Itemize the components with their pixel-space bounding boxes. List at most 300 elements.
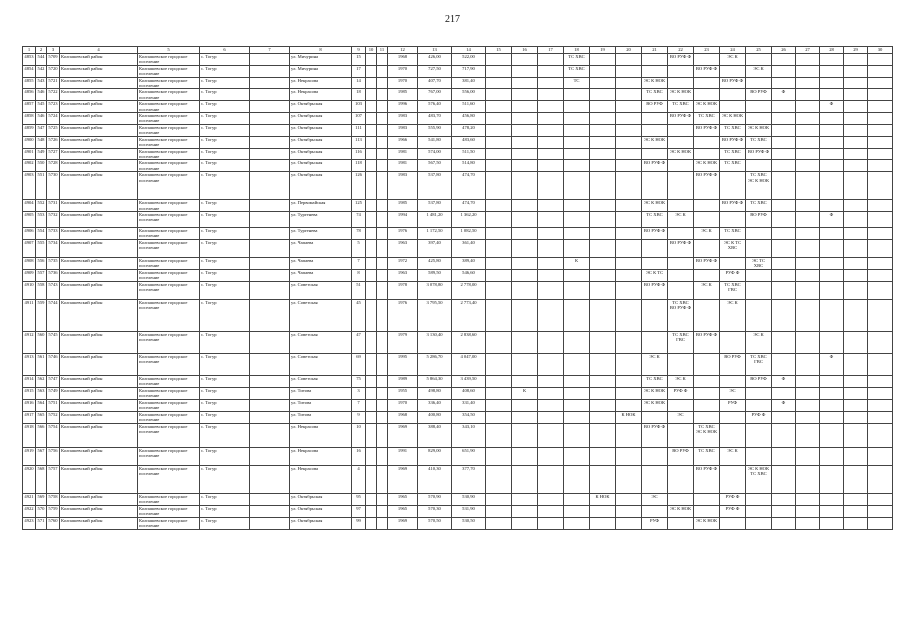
table-cell [616,172,642,200]
table-cell: Колпашевское городское поселение [138,257,200,269]
column-number: 23 [694,47,720,54]
table-row [23,101,893,113]
table-cell [512,375,538,387]
table-cell [486,148,512,160]
table-row [23,239,893,257]
table-cell [512,160,538,172]
table-cell [694,77,720,89]
table-cell [772,423,796,447]
table-cell: Ф [820,101,844,113]
table-cell: 567 [36,447,47,465]
table-cell: 1976 [388,227,418,239]
column-number: 14 [452,47,486,54]
table-cell: Колпашевское городское поселение [138,65,200,77]
table-cell [844,447,868,465]
table-cell [538,447,564,465]
column-number: 25 [746,47,772,54]
table-cell [590,281,616,299]
table-cell: 550 [36,160,47,172]
table-cell: 426,00 [418,54,452,66]
column-number: 20 [616,47,642,54]
table-cell [377,505,388,517]
table-cell [642,124,668,136]
table-cell [512,113,538,125]
table-cell [868,465,893,493]
table-cell [772,493,796,505]
table-cell [377,411,388,423]
table-row [23,423,893,447]
table-cell: с. Тогур [200,136,250,148]
table-cell [844,465,868,493]
table-cell: 1989 [388,375,418,387]
table-cell [868,211,893,227]
table-cell: 407,70 [418,77,452,89]
table-cell [772,505,796,517]
table-cell [616,77,642,89]
table-cell [564,423,590,447]
table-cell [538,65,564,77]
table-row [23,172,893,200]
column-number: 15 [486,47,512,54]
table-cell [564,447,590,465]
table-cell [377,331,388,353]
table-cell: 18 [352,89,366,101]
table-cell: ЭС [668,411,694,423]
table-cell [512,331,538,353]
table-cell [796,124,820,136]
table-cell [616,136,642,148]
table-cell [250,200,290,212]
table-cell [844,387,868,399]
table-cell [538,299,564,331]
table-cell: 5743 [47,281,60,299]
table-cell: с. Тогур [200,269,250,281]
table-cell: ул. Октябрьская [290,493,352,505]
table-cell: 1983 [388,172,418,200]
table-cell [512,411,538,423]
table-cell [366,113,377,125]
table-cell [366,239,377,257]
table-cell: ЭС К [642,353,668,375]
table-cell [668,257,694,269]
table-cell [486,227,512,239]
table-cell: Ф [772,375,796,387]
table-cell: ВО РУФ Ф [642,227,668,239]
table-cell: Колпашевский район [60,411,138,423]
table-cell: Колпашевское городское поселение [138,269,200,281]
table-cell [694,399,720,411]
table-cell: 3 130,40 [418,331,452,353]
table-cell: 4908 [23,257,36,269]
table-cell: ВО РУФ [746,375,772,387]
table-cell [366,465,377,493]
table-cell: ЭС ТС ХВС [746,257,772,269]
table-cell: 1969 [388,423,418,447]
table-cell [538,269,564,281]
table-cell: Колпашевское городское поселение [138,281,200,299]
table-cell: 561 [36,353,47,375]
table-cell [538,172,564,200]
table-cell: 1972 [388,257,418,269]
table-cell: 4912 [23,331,36,353]
table-cell [642,447,668,465]
table-cell [820,411,844,423]
table-cell: 570,30 [418,505,452,517]
table-cell: 4900 [23,136,36,148]
table-cell [642,331,668,353]
table-cell [564,89,590,101]
table-cell: ЭС К [668,375,694,387]
table-cell [538,211,564,227]
table-cell [796,136,820,148]
table-cell [538,160,564,172]
table-cell: ЭС К [746,331,772,353]
table-cell [820,227,844,239]
table-cell [377,148,388,160]
table-cell [486,493,512,505]
table-row [23,124,893,136]
table-cell [694,200,720,212]
table-cell [512,211,538,227]
table-cell [486,331,512,353]
table-cell [538,423,564,447]
table-cell: 336,40 [418,399,452,411]
table-cell [642,257,668,269]
table-cell: 544 [36,54,47,66]
table-cell [486,239,512,257]
table-cell: с. Тогур [200,399,250,411]
table-cell [538,257,564,269]
table-cell [564,493,590,505]
table-cell: 543 [36,77,47,89]
table-cell: 69 [352,353,366,375]
table-cell: РУФ [720,399,746,411]
table-cell [796,353,820,375]
table-cell [486,65,512,77]
table-cell: 10 [352,423,366,447]
table-cell: 564 [36,399,47,411]
table-cell [512,517,538,529]
table-cell: 555 [36,239,47,257]
table-cell [772,331,796,353]
table-cell: ТС ХВС [720,148,746,160]
housing-register-table [22,46,893,530]
table-cell [366,257,377,269]
table-cell: 5747 [47,375,60,387]
table-cell: Колпашевское городское поселение [138,172,200,200]
table-cell: ТС ХВС ГВС [668,331,694,353]
table-cell [844,375,868,387]
table-cell: 565 [36,411,47,423]
table-cell: 4858 [23,113,36,125]
table-row [23,447,893,465]
table-cell [668,517,694,529]
table-cell [590,113,616,125]
table-cell [250,136,290,148]
table-cell: ул. Октябрьская [290,124,352,136]
column-number: 28 [820,47,844,54]
table-cell [820,331,844,353]
table-cell: 5 286,70 [418,353,452,375]
table-cell: 589,50 [418,269,452,281]
table-cell: с. Тогур [200,172,250,200]
table-cell [250,65,290,77]
table-cell [512,399,538,411]
table-cell [746,54,772,66]
column-number: 6 [200,47,250,54]
table-cell: 563 [36,387,47,399]
table-cell: 5759 [47,505,60,517]
table-cell: 78 [352,227,366,239]
table-cell: Колпашевский район [60,239,138,257]
table-cell: ул. Первомайская [290,200,352,212]
table-cell [772,257,796,269]
table-cell [590,77,616,89]
table-cell: 4 [352,465,366,493]
table-cell [668,160,694,172]
table-cell: 3 795,50 [418,299,452,331]
table-cell: 103 [352,101,366,113]
table-cell: ЭС К НОК [642,387,668,399]
table-cell [377,172,388,200]
table-cell [668,200,694,212]
column-number: 8 [290,47,352,54]
table-cell [564,517,590,529]
table-cell [486,54,512,66]
table-cell [377,493,388,505]
table-cell: ТС ХВС [720,227,746,239]
table-cell [377,54,388,66]
table-cell: РУФ Ф [746,411,772,423]
table-cell: Колпашевский район [60,299,138,331]
table-cell [616,200,642,212]
table-cell [377,65,388,77]
table-cell: 381,40 [452,77,486,89]
table-cell: 2 838,60 [452,331,486,353]
table-cell [564,299,590,331]
table-cell [820,299,844,331]
table-cell [590,353,616,375]
table-cell [512,281,538,299]
table-cell: с. Тогур [200,160,250,172]
table-cell: РУФ [642,517,668,529]
table-cell [820,65,844,77]
table-cell: ТС ХВС ЭС К НОК [746,172,772,200]
table-cell: с. Тогур [200,54,250,66]
table-cell [366,411,377,423]
table-cell: 556,00 [452,89,486,101]
table-cell [796,411,820,423]
table-cell: 570,50 [418,517,452,529]
table-cell: 546,60 [452,269,486,281]
table-cell: с. Тогур [200,375,250,387]
table-cell: Ф [772,399,796,411]
table-cell [564,281,590,299]
table-cell [250,124,290,136]
table-cell [564,331,590,353]
table-cell: 576,40 [418,101,452,113]
table-row [23,113,893,125]
table-cell: 555,90 [418,124,452,136]
table-cell: Колпашевское городское поселение [138,493,200,505]
table-cell: Колпашевское городское поселение [138,160,200,172]
table-cell: ЭС К НОК [668,505,694,517]
table-cell: ВО РУФ Ф [642,423,668,447]
table-cell: ТС ХВС [564,54,590,66]
table-cell: Колпашевский район [60,257,138,269]
table-cell [746,269,772,281]
table-cell: Колпашевский район [60,493,138,505]
table-cell: Ф [772,89,796,101]
table-cell [868,124,893,136]
column-number: 4 [60,47,138,54]
table-cell: 51 [352,281,366,299]
table-cell: ВО РУФ Ф [668,54,694,66]
table-cell [616,113,642,125]
table-cell [377,299,388,331]
table-cell [844,257,868,269]
table-cell: 474,70 [452,200,486,212]
table-cell: РУФ Ф [668,387,694,399]
table-cell [486,101,512,113]
table-row [23,200,893,212]
table-cell: 537,80 [418,172,452,200]
table-cell [377,136,388,148]
table-cell: К [564,257,590,269]
table-cell: Колпашевский район [60,113,138,125]
table-cell: 97 [352,505,366,517]
table-cell: ул. Мичурина [290,65,352,77]
page-number: 217 [445,14,460,25]
table-cell [820,465,844,493]
table-cell: ЭС К НОК ТС ХВС [746,465,772,493]
table-cell: 483,70 [418,113,452,125]
table-cell: ул. Октябрьская [290,101,352,113]
table-cell [366,331,377,353]
table-cell [366,493,377,505]
table-cell [616,447,642,465]
table-cell: 511,60 [452,101,486,113]
table-cell: 1 172,50 [418,227,452,239]
table-cell [796,239,820,257]
table-cell: ЭС К [720,299,746,331]
table-cell: ул. Мичурина [290,54,352,66]
table-cell: Колпашевский район [60,517,138,529]
table-cell [668,465,694,493]
table-cell [486,77,512,89]
table-cell [486,200,512,212]
table-cell [772,465,796,493]
table-cell [868,353,893,375]
table-cell: 425,80 [418,257,452,269]
table-cell [844,54,868,66]
table-cell: 456,80 [452,113,486,125]
table-cell [720,517,746,529]
table-cell: ВО РУФ Ф [720,136,746,148]
table-cell: Колпашевский район [60,423,138,447]
table-cell: 1994 [388,211,418,227]
table-cell: Колпашевское городское поселение [138,148,200,160]
table-row [23,227,893,239]
table-cell: с. Тогур [200,148,250,160]
table-cell [616,148,642,160]
table-cell [486,423,512,447]
table-cell: ЭС К НОК [668,89,694,101]
table-cell [486,257,512,269]
table-cell [250,423,290,447]
table-cell [720,411,746,423]
table-cell [377,101,388,113]
table-cell: 1991 [388,447,418,465]
table-cell [366,172,377,200]
table-cell: с. Тогур [200,211,250,227]
table-cell [868,77,893,89]
table-cell [868,447,893,465]
table-cell [720,65,746,77]
table-cell: с. Тогур [200,77,250,89]
table-cell: ВО РУФ [746,89,772,101]
table-cell [512,101,538,113]
table-cell: 1981 [388,160,418,172]
table-cell: 5 864,30 [418,375,452,387]
table-cell [564,200,590,212]
table-cell [564,375,590,387]
table-cell [377,269,388,281]
table-cell [616,211,642,227]
table-cell: Колпашевское городское поселение [138,411,200,423]
table-cell [512,172,538,200]
table-cell: ТС ХВС [720,124,746,136]
table-cell: ТС ХВС ГВС [720,281,746,299]
table-row [23,517,893,529]
table-cell [486,411,512,423]
table-cell: Колпашевский район [60,281,138,299]
table-cell [868,65,893,77]
table-cell: с. Тогур [200,411,250,423]
table-cell [616,517,642,529]
table-cell [366,447,377,465]
table-cell [668,399,694,411]
table-cell [772,353,796,375]
table-cell [746,239,772,257]
table-row [23,465,893,493]
table-cell [868,136,893,148]
table-cell [796,54,820,66]
table-cell [720,211,746,227]
table-cell [538,493,564,505]
table-cell: 727,50 [418,65,452,77]
table-cell [668,172,694,200]
table-cell [796,281,820,299]
table-cell [694,411,720,423]
table-cell [366,148,377,160]
table-cell [720,101,746,113]
table-cell: с. Тогур [200,227,250,239]
table-cell [796,77,820,89]
table-cell [366,281,377,299]
table-cell [668,77,694,89]
table-cell: 4914 [23,375,36,387]
table-cell: ВО РУФ Ф [694,331,720,353]
table-cell [250,54,290,66]
table-cell [590,239,616,257]
table-cell: Колпашевское городское поселение [138,331,200,353]
table-cell: ЭС К [746,65,772,77]
table-cell [694,387,720,399]
table-cell [844,411,868,423]
table-cell [820,148,844,160]
table-cell [538,136,564,148]
